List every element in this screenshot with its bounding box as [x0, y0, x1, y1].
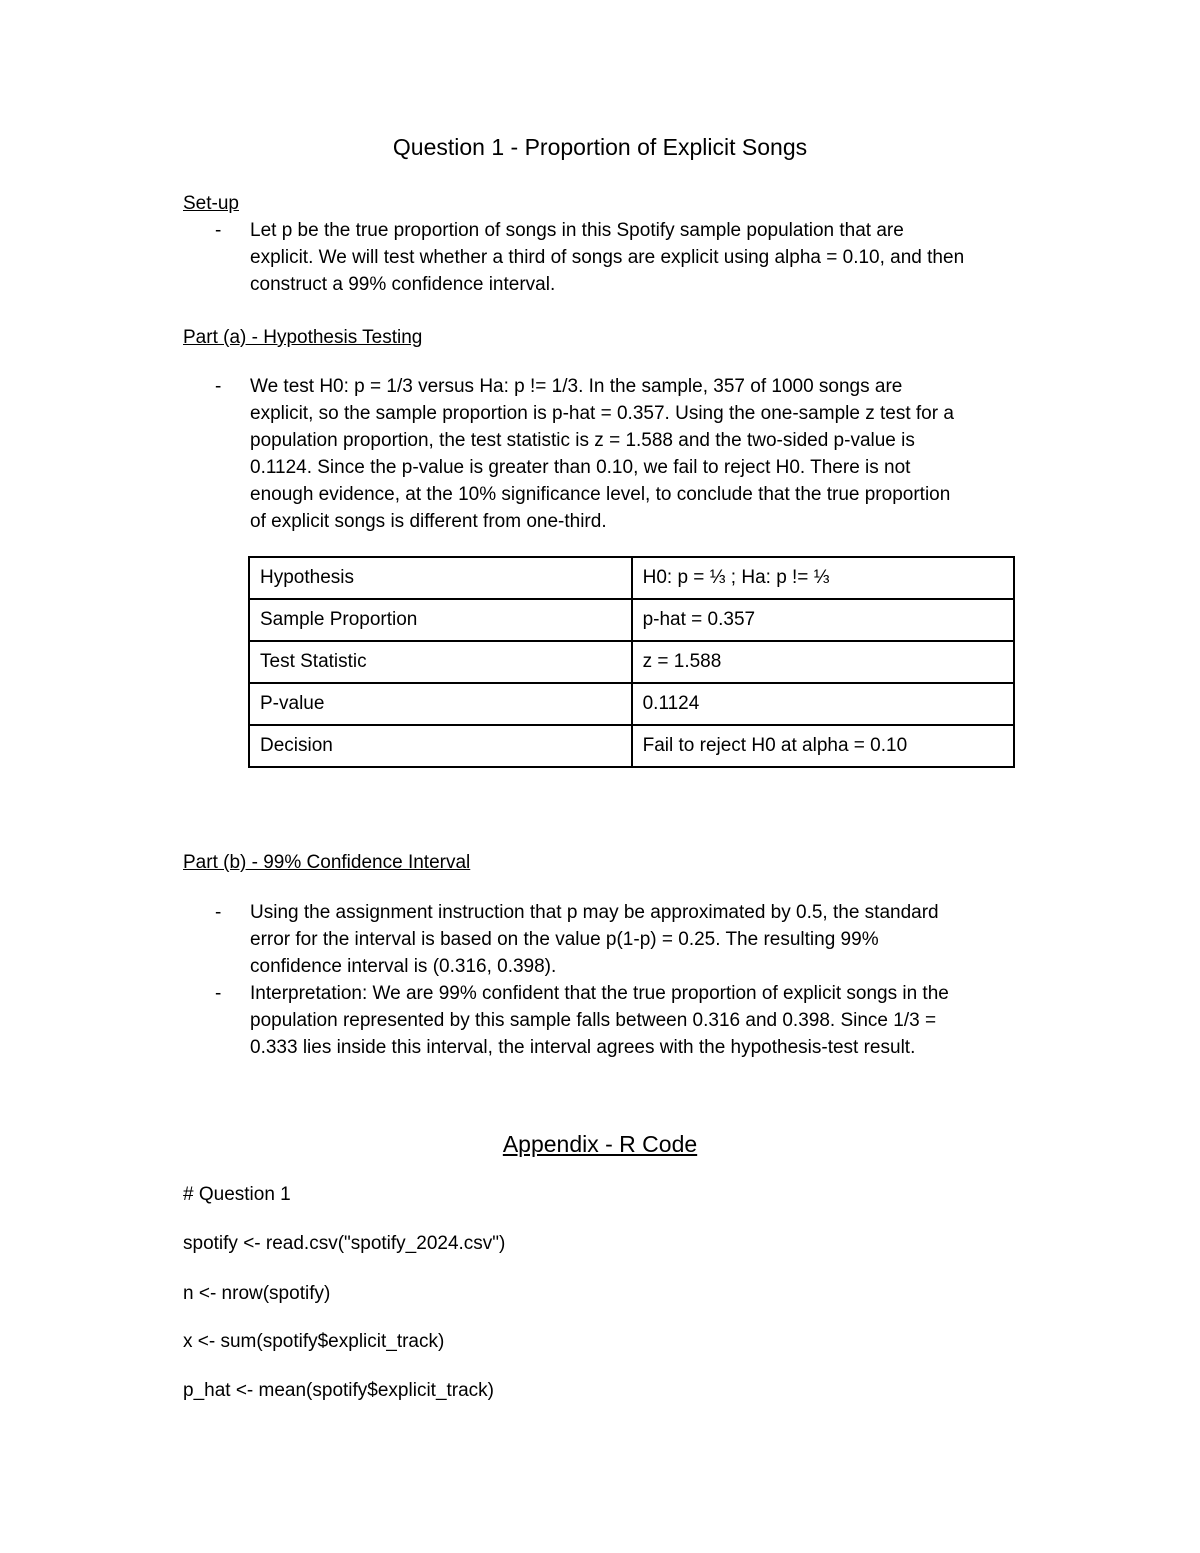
- setup-heading: Set-up: [183, 193, 239, 214]
- code-line: # Question 1: [183, 1184, 291, 1205]
- table-label-cell: Test Statistic: [249, 641, 632, 683]
- text-line: population proportion, the test statistic is z = 1.588 and the two-sided p-value is: [250, 430, 915, 451]
- bullet-dash: -: [215, 902, 222, 923]
- table-row: [249, 599, 1014, 641]
- bullet-dash: -: [215, 983, 222, 1004]
- table-label-cell: Decision: [249, 725, 632, 767]
- part-b-heading: Part (b) - 99% Confidence Interval: [183, 852, 471, 873]
- part-a-heading: Part (a) - Hypothesis Testing: [183, 327, 423, 348]
- text-line: Let p be the true proportion of songs in this Spotify sample population that are: [250, 220, 904, 241]
- table-label-cell: Hypothesis: [249, 557, 632, 599]
- results-table: [248, 556, 1015, 768]
- text-line: enough evidence, at the 10% significance level, to conclude that the true proportion: [250, 484, 951, 505]
- table-label-cell: Sample Proportion: [249, 599, 632, 641]
- text-line: 0.1124. Since the p-value is greater than 0.10, we fail to reject H0. There is not: [250, 457, 911, 478]
- table-value-cell: Fail to reject H0 at alpha = 0.10: [632, 725, 1014, 767]
- table-row: [249, 725, 1014, 767]
- text-line: construct a 99% confidence interval.: [250, 274, 556, 295]
- text-line: 0.333 lies inside this interval, the interval agrees with the hypothesis-test result.: [250, 1037, 916, 1058]
- text-line: of explicit songs is different from one-third.: [250, 511, 607, 532]
- table-row: [249, 683, 1014, 725]
- text-line: explicit. We will test whether a third of songs are explicit using alpha = 0.10, and then: [250, 247, 965, 268]
- text-line: confidence interval is (0.316, 0.398).: [250, 956, 557, 977]
- text-line: Using the assignment instruction that p may be approximated by 0.5, the standard: [250, 902, 939, 923]
- table-row: [249, 557, 1014, 599]
- appendix-title-text: Appendix - R Code: [502, 1131, 698, 1157]
- code-line: p_hat <- mean(spotify$explicit_track): [183, 1380, 495, 1401]
- bullet-text: [250, 217, 1020, 298]
- bullet-text: [250, 899, 1020, 980]
- table-value-cell: 0.1124: [632, 683, 1014, 725]
- table-value-cell: H0: p = ⅓ ; Ha: p != ⅓: [632, 557, 1014, 599]
- appendix-title: [0, 1129, 1200, 1159]
- text-line: error for the interval is based on the value p(1-p) = 0.25. The resulting 99%: [250, 929, 879, 950]
- table-row: [249, 641, 1014, 683]
- table-label-cell: P-value: [249, 683, 632, 725]
- page-title: Question 1 - Proportion of Explicit Songs: [392, 134, 808, 160]
- text-line: explicit, so the sample proportion is p-hat = 0.357. Using the one-sample z test for a: [250, 403, 954, 424]
- text-line: population represented by this sample falls between 0.316 and 0.398. Since 1/3 =: [250, 1010, 937, 1031]
- bullet-dash: -: [215, 376, 222, 397]
- text-line: Interpretation: We are 99% confident that the true proportion of explicit songs in the: [250, 983, 949, 1004]
- bullet-text: [250, 980, 1020, 1061]
- code-line: spotify <- read.csv("spotify_2024.csv"): [183, 1233, 506, 1254]
- table-value-cell: p-hat = 0.357: [632, 599, 1014, 641]
- text-line: We test H0: p = 1/3 versus Ha: p != 1/3. In the sample, 357 of 1000 songs are: [250, 376, 903, 397]
- bullet-text: [250, 373, 1020, 535]
- table-value-cell: z = 1.588: [632, 641, 1014, 683]
- bullet-dash: -: [215, 220, 222, 241]
- code-line: x <- sum(spotify$explicit_track): [183, 1331, 445, 1352]
- code-line: n <- nrow(spotify): [183, 1283, 331, 1304]
